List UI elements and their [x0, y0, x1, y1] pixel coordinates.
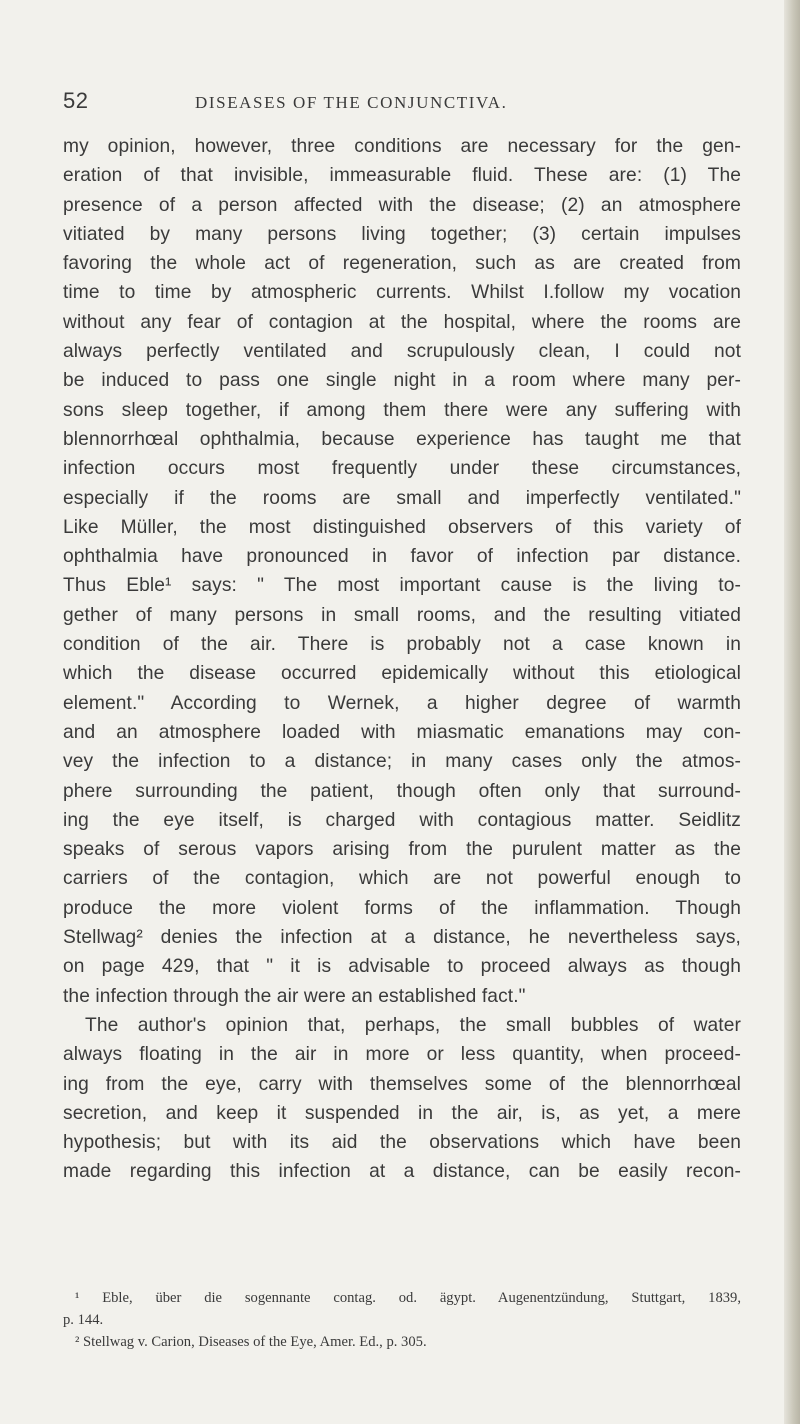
text-line: element." According to Wernek, a higher degree of warmth — [63, 692, 741, 714]
text-line: gether of many persons in small rooms, and the resulting vitiated — [63, 604, 741, 626]
text-line: infection occurs most frequently under these circumstances, — [63, 458, 741, 480]
text-line: my opinion, however, three conditions are necessary for the gen- — [63, 136, 741, 157]
text-line: be induced to pass one single night in a room where many per- — [63, 370, 741, 392]
text-line: hypothesis; but with its aid the observations which have been — [63, 1132, 741, 1154]
text-line: especially if the rooms are small and imperfectly ventilated." — [63, 487, 741, 509]
paragraph-start-line: The author's opinion that, perhaps, the small bubbles of water — [85, 1014, 741, 1036]
body-text — [63, 132, 741, 1187]
text-line: ing from the eye, carry with themselves some of the blennorrhœal — [63, 1073, 741, 1095]
text-line: phere surrounding the patient, though often only that surround- — [63, 780, 741, 802]
page-header — [63, 84, 743, 124]
text-line: Stellwag² denies the infection at a distance, he nevertheless says, — [63, 927, 741, 949]
text-line: Like Müller, the most distinguished observers of this variety of — [63, 516, 741, 538]
text-line: ophthalmia have pronounced in favor of infection par distance. — [63, 546, 741, 568]
text-line: condition of the air. There is probably not a case known in — [63, 634, 741, 656]
text-line: and an atmosphere loaded with miasmatic emanations may con- — [63, 721, 741, 743]
text-line: always perfectly ventilated and scrupulously clean, I could not — [63, 341, 741, 363]
page-edge — [784, 0, 800, 1424]
text-line: which the disease occurred epidemically without this etiological — [63, 663, 741, 685]
text-line: secretion, and keep it suspended in the air, is, as yet, a mere — [63, 1102, 741, 1124]
text-line: without any fear of contagion at the hospital, where the rooms are — [63, 311, 741, 333]
text-line: produce the more violent forms of the inflammation. Though — [63, 897, 741, 919]
text-line: carriers of the contagion, which are not powerful enough to — [63, 868, 741, 890]
text-line: blennorrhœal ophthalmia, because experience has taught me that — [63, 428, 741, 450]
text-line: speaks of serous vapors arising from the purulent matter as the — [63, 839, 741, 861]
text-line: the infection through the air were an established fact." — [63, 985, 526, 1007]
text-line: on page 429, that " it is advisable to proceed always as though — [63, 956, 741, 978]
text-line: always floating in the air in more or less quantity, when proceed- — [63, 1044, 741, 1066]
text-line: eration of that invisible, immeasurable fluid. These are: (1) The — [63, 165, 741, 187]
footnote-1-continued: p. 144. — [63, 1312, 104, 1328]
text-line: vey the infection to a distance; in many cases only the atmos- — [63, 751, 741, 773]
text-line: time to time by atmospheric currents. Whilst I.follow my vocation — [63, 282, 741, 304]
text-line: presence of a person affected with the disease; (2) an atmosphere — [63, 194, 741, 216]
text-line: Thus Eble¹ says: " The most important cause is the living to- — [63, 575, 741, 597]
running-title: DISEASES OF THE CONJUNCTIVA. — [195, 93, 508, 112]
footnotes — [63, 1287, 741, 1353]
footnote-2: ² Stellwag v. Carion, Diseases of the Eye, Amer. Ed., p. 305. — [75, 1334, 427, 1350]
text-line: ing the eye itself, is charged with contagious matter. Seidlitz — [63, 809, 741, 831]
text-line: made regarding this infection at a distance, can be easily recon- — [63, 1161, 741, 1183]
text-line: vitiated by many persons living together; (3) certain impulses — [63, 223, 741, 245]
text-line: sons sleep together, if among them there were any suffering with — [63, 399, 741, 421]
page-number: 52 — [63, 88, 89, 113]
footnote-1: ¹ Eble, über die sogennante contag. od. ägypt. Augenentzündung, Stuttgart, 1839, — [75, 1290, 741, 1306]
text-line: favoring the whole act of regeneration, such as are created from — [63, 253, 741, 275]
